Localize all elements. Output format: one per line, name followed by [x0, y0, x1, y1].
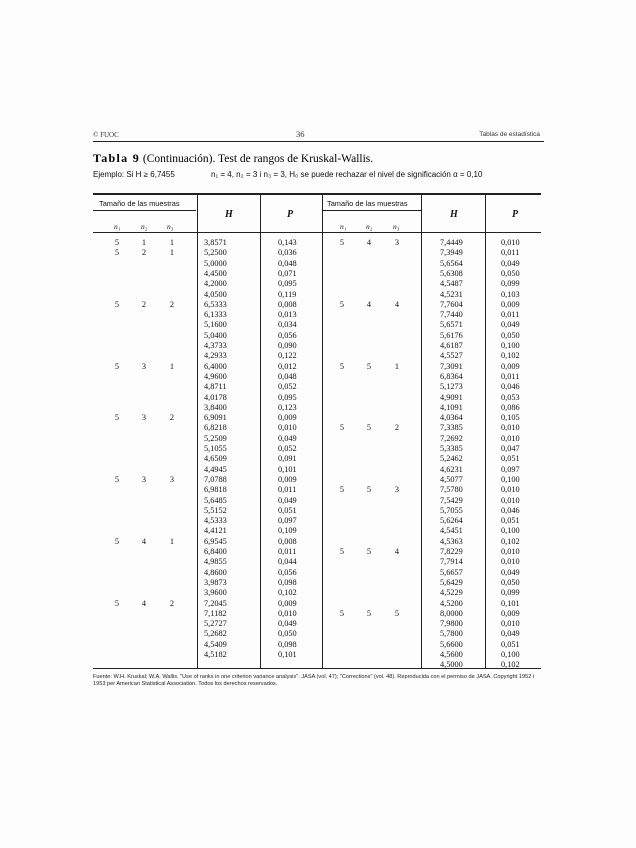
- left-h-value: 4,5333: [204, 516, 227, 526]
- left-block-n1: 5: [114, 299, 120, 309]
- right-h-value: 5,6657: [440, 567, 463, 577]
- left-h-value: 6,9818: [204, 485, 227, 495]
- right-block-n3: 3: [394, 485, 400, 495]
- right-h-value: 5,6564: [440, 258, 463, 268]
- right-p-value: 0,010: [501, 619, 520, 629]
- left-p-value: 0,090: [278, 341, 297, 350]
- right-p-value: 0,099: [501, 588, 520, 598]
- right-block-n2: 4: [366, 299, 372, 309]
- left-p-value: 0,009: [278, 413, 297, 423]
- left-block-n2: 4: [141, 598, 147, 608]
- right-h-value: 5,6571: [440, 320, 463, 330]
- divider-left-H-P: [260, 195, 261, 669]
- left-p-value: 0,011: [278, 547, 297, 556]
- left-h-value: 6,8218: [204, 423, 227, 433]
- right-p-value: 0,010: [501, 238, 520, 247]
- right-p-value: 0,086: [501, 402, 520, 412]
- right-h-value: 7,8229: [440, 547, 463, 556]
- right-h-value: 7,7914: [440, 557, 463, 567]
- right-p-value: 0,102: [501, 351, 520, 361]
- right-col-n3: n₃: [393, 222, 400, 231]
- table-title: [93, 151, 373, 166]
- right-block-n2: 5: [366, 361, 372, 371]
- right-h-value: 4,6231: [440, 464, 463, 474]
- left-p-value: 0,049: [278, 495, 297, 505]
- left-p-value: 0,102: [278, 588, 297, 598]
- left-p-value: 0,119: [278, 289, 297, 299]
- left-p-value: 0,049: [278, 619, 297, 629]
- right-h-value: 5,6264: [440, 516, 463, 526]
- left-p-value: 0,095: [278, 392, 297, 402]
- right-h-value: 5,7055: [440, 505, 463, 515]
- left-block-n2: 4: [141, 536, 147, 546]
- right-p-value: 0,050: [501, 330, 520, 340]
- right-p-value: 0,010: [501, 485, 520, 495]
- left-h-value: 4,4945: [204, 464, 227, 474]
- left-h-value: 5,2509: [204, 433, 227, 443]
- right-p-value: 0,100: [501, 650, 520, 659]
- left-p-value: 0,048: [278, 258, 297, 268]
- left-h-value: 4,6509: [204, 454, 227, 464]
- right-block-n2: 5: [366, 608, 372, 618]
- right-h-value: 4,5451: [440, 526, 463, 536]
- right-p-value: 0,097: [501, 464, 520, 474]
- example-lead: Ejemplo: Si H ≥ 6,7455: [93, 170, 175, 179]
- right-block-n3: 3: [394, 238, 400, 247]
- right-block-n1: 5: [339, 423, 345, 433]
- right-p-value: 0,050: [501, 268, 520, 278]
- right-h-value: 8,0000: [440, 608, 463, 618]
- left-p-value: 0,008: [278, 536, 297, 546]
- right-h-value: 5,7800: [440, 629, 463, 639]
- left-h-value: 4,3733: [204, 341, 227, 350]
- right-h-value: 5,6600: [440, 639, 463, 649]
- right-p-value: 0,103: [501, 289, 520, 299]
- right-p-value: 0,046: [501, 505, 520, 515]
- right-p-value: 0,009: [501, 299, 520, 309]
- left-h-value: 4,0178: [204, 392, 227, 402]
- right-h-value: 5,6176: [440, 330, 463, 340]
- right-p-value: 0,099: [501, 279, 520, 289]
- left-h-value: 6,1333: [204, 310, 227, 320]
- right-h-value: 5,2462: [440, 454, 463, 464]
- left-p-value: 0,009: [278, 598, 297, 608]
- right-p-value: 0,102: [501, 536, 520, 546]
- right-p-value: 0,101: [501, 598, 520, 608]
- left-p-value: 0,122: [278, 351, 297, 361]
- right-col-P: P: [512, 209, 519, 220]
- right-block-n1: 5: [339, 485, 345, 495]
- right-p-value: 0,100: [501, 526, 520, 536]
- right-p-value: 0,049: [501, 567, 520, 577]
- right-block-n3: 4: [394, 299, 400, 309]
- left-group-underline: [93, 210, 196, 211]
- left-block-n3: 2: [169, 299, 175, 309]
- left-p-value: 0,010: [278, 423, 297, 433]
- right-block-n2: 5: [366, 485, 372, 495]
- left-h-value: 3,9600: [204, 588, 227, 598]
- left-col-n3: n₃: [167, 222, 174, 231]
- left-p-value: 0,048: [278, 371, 297, 381]
- divider-left-right: [322, 195, 323, 669]
- left-block-n3: 2: [169, 598, 175, 608]
- left-p-value: 0,143: [278, 238, 297, 247]
- right-p-value: 0,011: [501, 371, 520, 381]
- left-p-value: 0,056: [278, 330, 297, 340]
- left-p-value: 0,097: [278, 516, 297, 526]
- table-top-rule: [93, 193, 541, 195]
- left-p-value: 0,123: [278, 402, 297, 412]
- right-h-value: 4,6187: [440, 341, 463, 350]
- right-h-value: 4,5600: [440, 650, 463, 659]
- right-h-value: 4,5363: [440, 536, 463, 546]
- right-block-n3: 4: [394, 547, 400, 556]
- left-p-value: 0,091: [278, 454, 297, 464]
- left-h-value: 4,9855: [204, 557, 227, 567]
- left-block-n2: 2: [141, 299, 147, 309]
- right-h-value: 5,6429: [440, 577, 463, 587]
- right-p-value: 0,100: [501, 341, 520, 350]
- right-h-value: 5,3385: [440, 444, 463, 453]
- right-h-value: 7,4449: [440, 238, 463, 247]
- right-p-value: 0,009: [501, 361, 520, 371]
- right-block-n1: 5: [339, 608, 345, 618]
- header-rule: [93, 141, 544, 142]
- left-h-value: 4,4121: [204, 526, 227, 536]
- header-page-number: 36: [296, 129, 305, 139]
- right-p-value: 0,010: [501, 495, 520, 505]
- left-p-value: 0,098: [278, 577, 297, 587]
- left-p-value: 0,011: [278, 485, 297, 495]
- right-h-value: 4,9091: [440, 392, 463, 402]
- left-block-n2: 2: [141, 248, 147, 258]
- left-block-n2: 1: [141, 238, 147, 247]
- right-p-value: 0,049: [501, 629, 520, 639]
- right-h-value: 4,1091: [440, 402, 463, 412]
- left-block-n3: 1: [169, 248, 175, 258]
- right-h-value: 4,5231: [440, 289, 463, 299]
- right-p-value: 0,010: [501, 557, 520, 567]
- right-block-n2: 5: [366, 423, 372, 433]
- right-block-n3: 2: [394, 423, 400, 433]
- right-col-n2: n₂: [366, 222, 373, 231]
- right-p-value: 0,011: [501, 310, 520, 320]
- left-p-value: 0,050: [278, 629, 297, 639]
- right-p-value: 0,047: [501, 444, 520, 453]
- left-block-n3: 1: [169, 536, 175, 546]
- left-p-value: 0,101: [278, 650, 297, 659]
- left-h-value: 4,2933: [204, 351, 227, 361]
- right-h-value: 7,5429: [440, 495, 463, 505]
- left-h-value: 6,9091: [204, 413, 227, 423]
- right-h-value: 7,7604: [440, 299, 463, 309]
- left-p-value: 0,009: [278, 474, 297, 484]
- left-group-label: Tamaño de las muestras: [99, 199, 180, 208]
- left-col-P: P: [287, 209, 294, 220]
- left-h-value: 6,9545: [204, 536, 227, 546]
- divider-right-H-P: [485, 195, 486, 669]
- left-p-value: 0,095: [278, 279, 297, 289]
- left-col-n1: n₁: [114, 222, 121, 231]
- left-h-value: 5,1600: [204, 320, 227, 330]
- table-title-number: Tabla 9: [93, 151, 141, 165]
- left-h-value: 7,0788: [204, 474, 227, 484]
- right-p-value: 0,051: [501, 516, 520, 526]
- left-h-value: 5,1055: [204, 444, 227, 453]
- left-p-value: 0,051: [278, 505, 297, 515]
- right-block-n1: 5: [339, 547, 345, 556]
- table-bottom-rule: [93, 668, 541, 669]
- right-p-value: 0,011: [501, 248, 520, 258]
- right-h-value: 4,5000: [440, 660, 463, 670]
- right-p-value: 0,009: [501, 608, 520, 618]
- left-p-value: 0,049: [278, 433, 297, 443]
- left-block-n2: 3: [141, 361, 147, 371]
- left-p-value: 0,052: [278, 444, 297, 453]
- right-h-value: 7,5780: [440, 485, 463, 495]
- left-h-value: 5,2727: [204, 619, 227, 629]
- left-block-n1: 5: [114, 238, 120, 247]
- left-p-value: 0,034: [278, 320, 297, 330]
- left-h-value: 4,0500: [204, 289, 227, 299]
- right-col-n1: n₁: [340, 222, 347, 231]
- right-block-n1: 5: [339, 238, 345, 247]
- left-block-n1: 5: [114, 536, 120, 546]
- left-h-value: 3,8571: [204, 238, 227, 247]
- left-h-value: 4,8600: [204, 567, 227, 577]
- left-p-value: 0,071: [278, 268, 297, 278]
- right-p-value: 0,100: [501, 474, 520, 484]
- right-p-value: 0,049: [501, 258, 520, 268]
- right-h-value: 7,3091: [440, 361, 463, 371]
- right-group-label: Tamaño de las muestras: [327, 199, 408, 208]
- left-p-value: 0,052: [278, 382, 297, 392]
- right-h-value: 5,6308: [440, 268, 463, 278]
- left-col-H: H: [225, 209, 233, 220]
- right-h-value: 7,2692: [440, 433, 463, 443]
- right-col-H: H: [450, 209, 458, 220]
- right-p-value: 0,105: [501, 413, 520, 423]
- left-p-value: 0,056: [278, 567, 297, 577]
- left-block-n2: 3: [141, 413, 147, 423]
- right-p-value: 0,050: [501, 577, 520, 587]
- left-p-value: 0,012: [278, 361, 297, 371]
- right-p-value: 0,046: [501, 382, 520, 392]
- left-col-n2: n₂: [141, 222, 148, 231]
- table-title-text: (Continuación). Test de rangos de Kruskal-Wallis.: [142, 153, 374, 165]
- right-p-value: 0,053: [501, 392, 520, 402]
- left-block-n1: 5: [114, 598, 120, 608]
- right-block-n3: 5: [394, 608, 400, 618]
- right-block-n3: 1: [394, 361, 400, 371]
- left-p-value: 0,036: [278, 248, 297, 258]
- left-p-value: 0,098: [278, 639, 297, 649]
- left-h-value: 5,5152: [204, 505, 227, 515]
- right-h-value: 4,5527: [440, 351, 463, 361]
- right-h-value: 7,3385: [440, 423, 463, 433]
- right-block-n1: 5: [339, 361, 345, 371]
- left-p-value: 0,101: [278, 464, 297, 474]
- header-section-title: Tablas de estadística: [479, 131, 540, 138]
- right-h-value: 7,7440: [440, 310, 463, 320]
- right-p-value: 0,010: [501, 433, 520, 443]
- right-block-n2: 5: [366, 547, 372, 556]
- right-p-value: 0,051: [501, 639, 520, 649]
- left-h-value: 5,2682: [204, 629, 227, 639]
- header-publisher: © FUOC: [93, 131, 119, 139]
- left-h-value: 5,2500: [204, 248, 227, 258]
- left-h-value: 3,9873: [204, 577, 227, 587]
- right-h-value: 4,5229: [440, 588, 463, 598]
- left-block-n3: 2: [169, 413, 175, 423]
- right-h-value: 4,5200: [440, 598, 463, 608]
- right-p-value: 0,051: [501, 454, 520, 464]
- left-block-n1: 5: [114, 361, 120, 371]
- left-h-value: 5,6485: [204, 495, 227, 505]
- source-note: Fuente: W.H. Kruskal; W.A. Wallis. "Use of ranks in one criterion variance analysis". JASA (vol. 47); "Corrections" (vol. 48). Reproducida con el permiso de JASA. Copyright 1952 i 1953 per American Statistical Association. Todos los derechos reservados.: [93, 674, 535, 687]
- left-block-n3: 3: [169, 474, 175, 484]
- right-group-underline: [322, 210, 421, 211]
- example-line: [93, 170, 483, 179]
- left-p-value: 0,109: [278, 526, 297, 536]
- left-h-value: 4,9600: [204, 371, 227, 381]
- left-h-value: 6,8400: [204, 547, 227, 556]
- right-h-value: 4,0364: [440, 413, 463, 423]
- left-block-n1: 5: [114, 413, 120, 423]
- right-h-value: 7,3949: [440, 248, 463, 258]
- left-p-value: 0,010: [278, 608, 297, 618]
- left-block-n1: 5: [114, 248, 120, 258]
- left-h-value: 4,5182: [204, 650, 227, 659]
- example-condition: n₁ = 4, n₂ = 3 i n₃ = 3, H₀ se puede rechazar el nivel de significación α = 0,10: [211, 170, 483, 179]
- right-h-value: 4,5077: [440, 474, 463, 484]
- right-p-value: 0,010: [501, 547, 520, 556]
- divider-left-n-H: [197, 195, 198, 669]
- left-h-value: 6,5333: [204, 299, 227, 309]
- left-h-value: 4,2000: [204, 279, 227, 289]
- left-h-value: 4,8711: [204, 382, 227, 392]
- right-h-value: 7,9800: [440, 619, 463, 629]
- left-h-value: 7,1182: [204, 608, 227, 618]
- left-h-value: 7,2045: [204, 598, 227, 608]
- left-p-value: 0,008: [278, 299, 297, 309]
- left-block-n3: 1: [169, 361, 175, 371]
- left-h-value: 3,8400: [204, 402, 227, 412]
- table-header-rule: [93, 232, 541, 233]
- left-block-n3: 1: [169, 238, 175, 247]
- right-p-value: 0,010: [501, 423, 520, 433]
- left-h-value: 4,5409: [204, 639, 227, 649]
- left-h-value: 4,4500: [204, 268, 227, 278]
- right-block-n2: 4: [366, 238, 372, 247]
- right-h-value: 5,1273: [440, 382, 463, 392]
- left-p-value: 0,044: [278, 557, 297, 567]
- right-p-value: 0,102: [501, 660, 520, 670]
- right-h-value: 6,8364: [440, 371, 463, 381]
- right-p-value: 0,049: [501, 320, 520, 330]
- right-block-n1: 5: [339, 299, 345, 309]
- left-block-n1: 5: [114, 474, 120, 484]
- left-p-value: 0,013: [278, 310, 297, 320]
- left-block-n2: 3: [141, 474, 147, 484]
- left-h-value: 5,0000: [204, 258, 227, 268]
- right-h-value: 4,5487: [440, 279, 463, 289]
- left-h-value: 5,0400: [204, 330, 227, 340]
- divider-right-n-H: [421, 195, 422, 669]
- left-h-value: 6,4000: [204, 361, 227, 371]
